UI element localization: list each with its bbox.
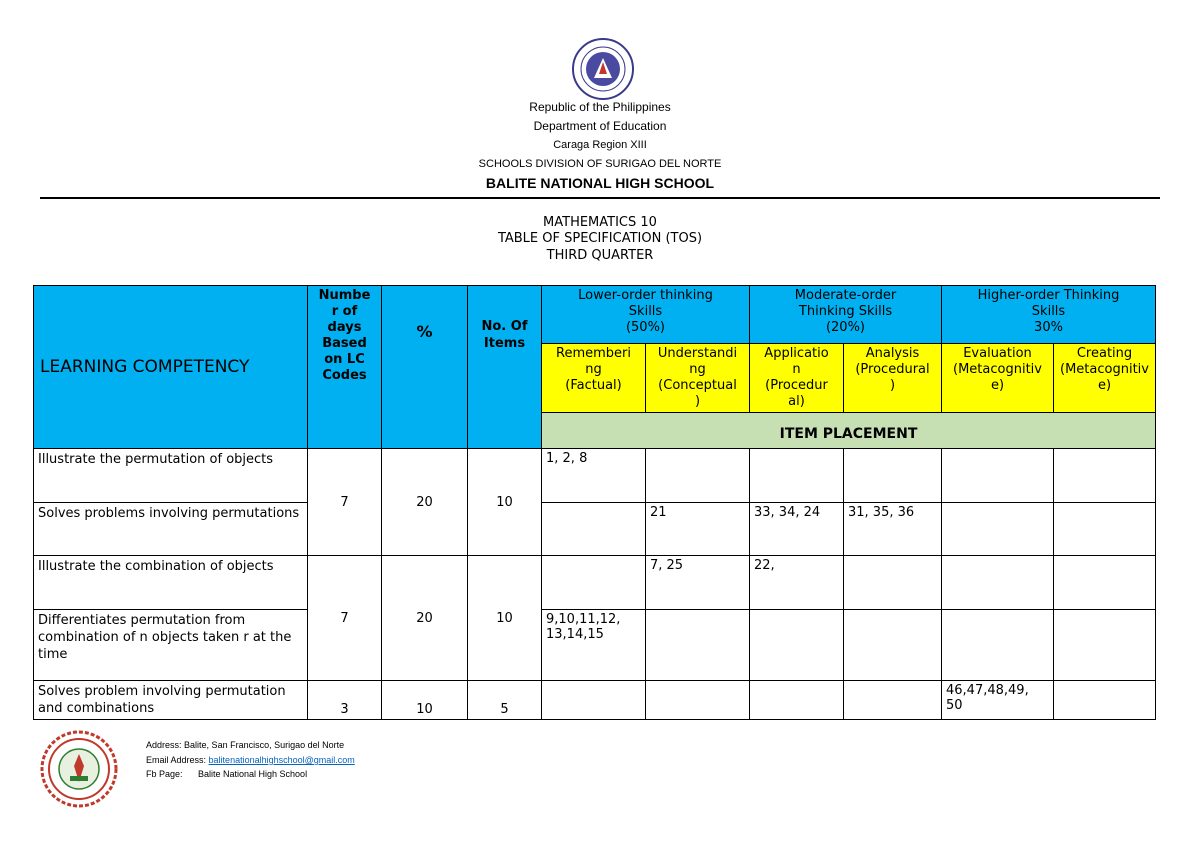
header-understanding: Understandi ng (Conceptual )	[646, 344, 750, 413]
header-region: Caraga Region XIII	[553, 139, 647, 151]
evaluation-cell	[942, 503, 1054, 556]
understanding-cell: 21	[646, 503, 750, 556]
competency-cell: Illustrate the permutation of objects	[34, 449, 308, 503]
creating-cell	[1054, 556, 1156, 610]
analysis-cell	[844, 449, 942, 503]
application-cell	[750, 681, 844, 720]
percent-cell: 20	[382, 556, 468, 681]
remembering-cell	[542, 556, 646, 610]
header-division: SCHOOLS DIVISION OF SURIGAO DEL NORTE	[478, 158, 722, 170]
analysis-cell	[844, 556, 942, 610]
evaluation-cell	[942, 556, 1054, 610]
days-cell: 7	[308, 449, 382, 556]
tos-table	[33, 285, 1156, 720]
understanding-cell: 7, 25	[646, 556, 750, 610]
percent-cell: 10	[382, 681, 468, 720]
header-remembering: Rememberi ng (Factual)	[542, 344, 646, 413]
analysis-cell	[844, 681, 942, 720]
creating-cell	[1054, 449, 1156, 503]
application-cell	[750, 610, 844, 681]
analysis-cell: 31, 35, 36	[844, 503, 942, 556]
creating-cell	[1054, 503, 1156, 556]
header-application: Applicatio n (Procedur al)	[750, 344, 844, 413]
header-department: Department of Education	[533, 119, 667, 133]
header-divider	[40, 197, 1160, 199]
items-cell: 10	[468, 556, 542, 681]
application-cell: 33, 34, 24	[750, 503, 844, 556]
header-creating: Creating (Metacognitiv e)	[1054, 344, 1156, 413]
footer-fb-page: Fb Page: Balite National High School	[146, 769, 308, 779]
days-cell: 3	[308, 681, 382, 720]
competency-cell: Solves problem involving permutation and combinations	[34, 681, 308, 720]
competency-cell: Illustrate the combination of objects	[34, 556, 308, 610]
creating-cell	[1054, 610, 1156, 681]
understanding-cell	[646, 681, 750, 720]
header-higher-order: Higher-order Thinking Skills 30%	[942, 286, 1156, 344]
email-link[interactable]: balitenationalhighschool@gmail.com	[208, 755, 355, 765]
remembering-cell	[542, 503, 646, 556]
header-analysis: Analysis (Procedural )	[844, 344, 942, 413]
header-item-placement: ITEM PLACEMENT	[542, 413, 1156, 449]
header-no-of-items: No. Of Items	[468, 286, 542, 449]
title-subject: MATHEMATICS 10	[543, 215, 657, 230]
competency-cell: Solves problems involving permutations	[34, 503, 308, 556]
understanding-cell	[646, 449, 750, 503]
header-evaluation: Evaluation (Metacognitiv e)	[942, 344, 1054, 413]
header-moderate-order: Moderate-order Thinking Skills (20%)	[750, 286, 942, 344]
remembering-cell: 1, 2, 8	[542, 449, 646, 503]
evaluation-cell: 46,47,48,49, 50	[942, 681, 1054, 720]
analysis-cell	[844, 610, 942, 681]
days-cell: 7	[308, 556, 382, 681]
remembering-cell	[542, 681, 646, 720]
school-seal-logo	[40, 730, 118, 808]
evaluation-cell	[942, 449, 1054, 503]
competency-cell: Differentiates permutation from combination of n objects taken r at the time	[34, 610, 308, 681]
header-school-name: BALITE NATIONAL HIGH SCHOOL	[485, 175, 715, 191]
items-cell: 5	[468, 681, 542, 720]
creating-cell	[1054, 681, 1156, 720]
application-cell	[750, 449, 844, 503]
percent-cell: 20	[382, 449, 468, 556]
remembering-cell: 9,10,11,12, 13,14,15	[542, 610, 646, 681]
footer-email: Email Address: balitenationalhighschool@gmail.com	[146, 755, 355, 765]
evaluation-cell	[942, 610, 1054, 681]
header-percent: %	[382, 286, 468, 449]
items-cell: 10	[468, 449, 542, 556]
header-lower-order: Lower-order thinking Skills (50%)	[542, 286, 750, 344]
title-document: TABLE OF SPECIFICATION (TOS)	[497, 231, 703, 246]
application-cell: 22,	[750, 556, 844, 610]
understanding-cell	[646, 610, 750, 681]
deped-seal-logo	[572, 38, 634, 100]
title-quarter: THIRD QUARTER	[546, 248, 654, 263]
header-republic: Republic of the Philippines	[529, 100, 671, 114]
header-learning-competency: LEARNING COMPETENCY	[34, 286, 308, 449]
header-number-of-days: Numbe r of days Based on LC Codes	[308, 286, 382, 449]
footer-address: Address: Balite, San Francisco, Surigao del Norte	[146, 740, 345, 750]
